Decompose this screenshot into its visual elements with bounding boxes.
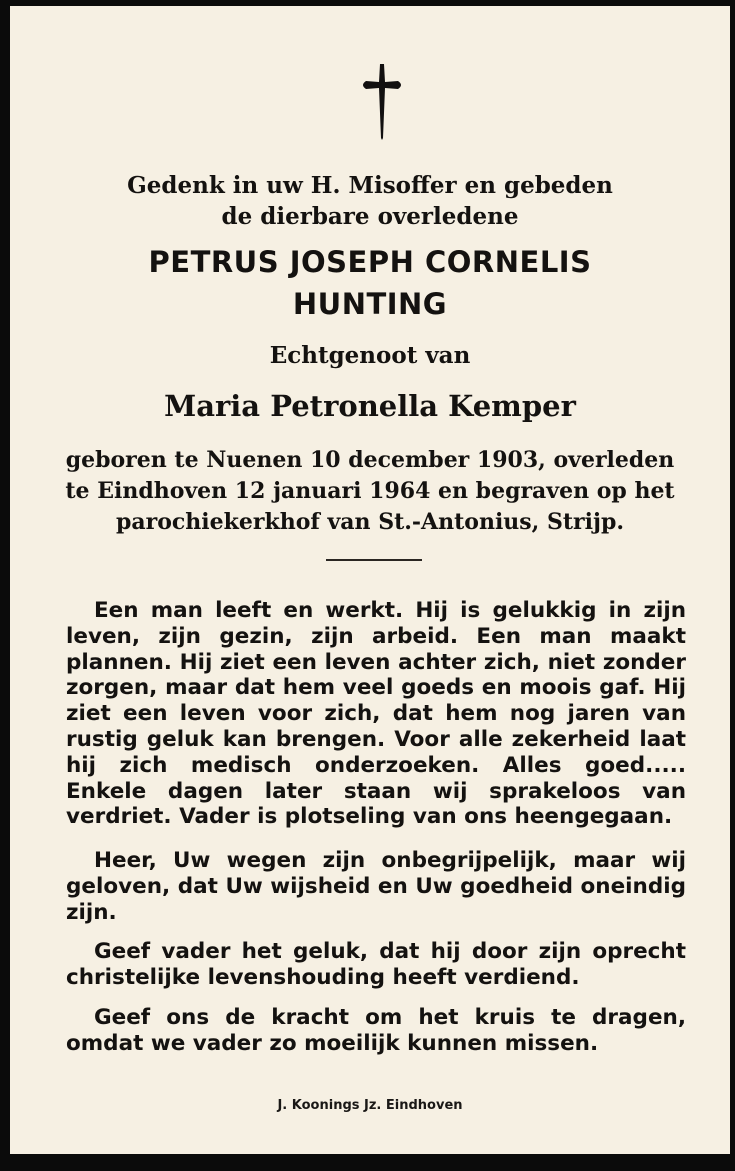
intro-line-1: Gedenk in uw H. Misoffer en gebeden (127, 172, 613, 199)
intro-line-2: de dierbare overledene (221, 203, 519, 230)
memorial-card (10, 6, 730, 1154)
bio-line-3: parochiekerkhof van St.-Antonius, Strijp. (116, 509, 624, 535)
paragraph-2: Heer, Uw wegen zijn onbegrijpelijk, maar wij geloven, dat Uw wijsheid en Uw goedheid oneindig zijn. (66, 848, 686, 925)
relation-text: Echtgenoot van (269, 342, 471, 369)
divider (326, 559, 422, 561)
cross-icon (358, 60, 406, 146)
bio-line-2: te Eindhoven 12 januari 1964 en begraven op het (65, 478, 675, 504)
deceased-name-line-1: PETRUS JOSEPH CORNELIS (148, 245, 592, 279)
deceased-name-line-2: HUNTING (292, 287, 448, 321)
bio-line-1: geboren te Nuenen 10 december 1903, overleden (65, 447, 675, 473)
paragraph-3: Geef vader het geluk, dat hij door zijn oprecht christelijke levenshouding heeft verdiend. (66, 939, 686, 990)
printer-credit: J. Koonings Jz. Eindhoven (277, 1098, 463, 1113)
spouse-name: Maria Petronella Kemper (164, 389, 576, 423)
paragraph-1: Een man leeft en werkt. Hij is gelukkig in zijn leven, zijn gezin, zijn arbeid. Een man maakt plannen. Hij ziet een leven achter zich, niet zonder zorgen, maar dat hem veel goeds en moois gaf. Hij ziet een leven voor zich, dat hem nog jaren van rustig geluk kan brengen. Voor alle zekerheid laat hij zich medisch onderzoeken. Alles goed..... Enkele dagen later staan wij sprakeloos van verdriet. Vader is plotseling van ons heengegaan. (66, 598, 686, 830)
paragraph-4: Geef ons de kracht om het kruis te dragen, omdat we vader zo moeilijk kunnen missen. (66, 1005, 686, 1056)
